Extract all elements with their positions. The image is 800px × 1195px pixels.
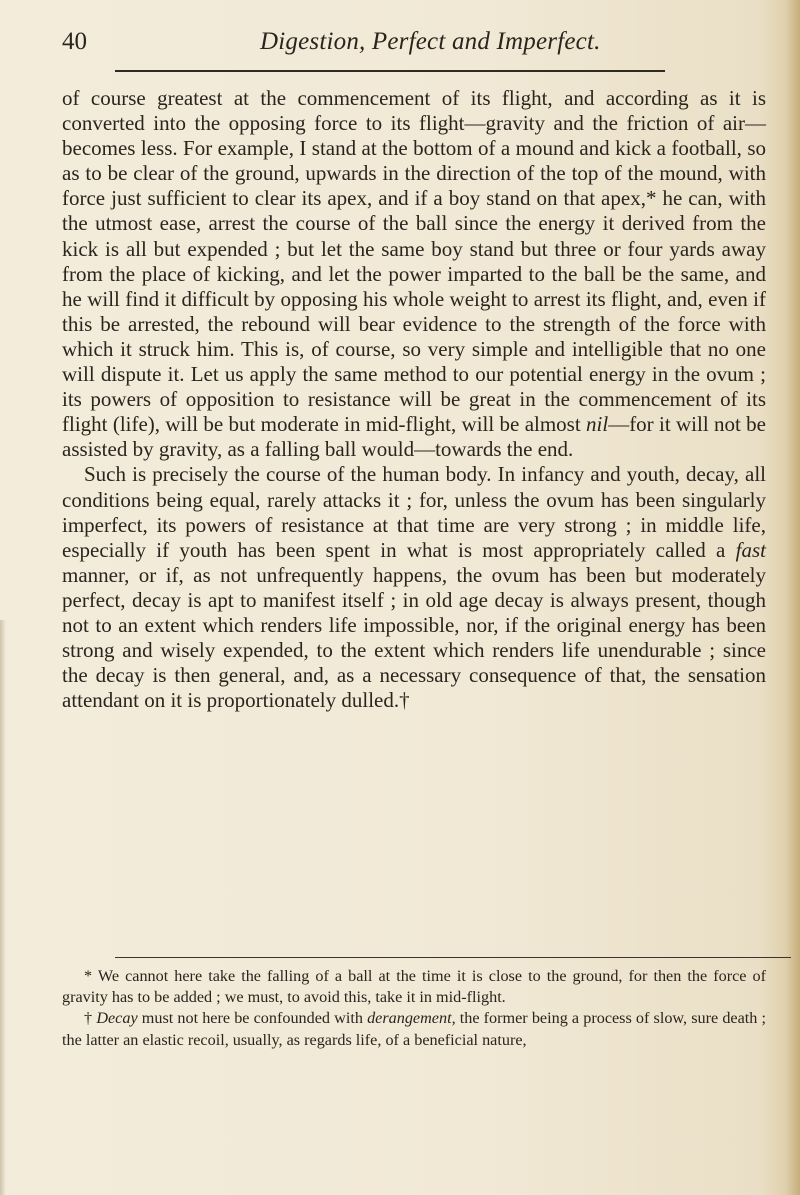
paragraph-2-text-a: Such is precisely the course of the human body. In infancy and youth, decay, all conditions being equal, rarely attacks it ; for, unless the ovum has been singularly imperfect, its powers of resistance at that time are very strong ; in middle life, especially if youth has been spent in what is most appropriately called a bbox=[62, 462, 766, 562]
footnote-2-italic-derangement: derangement, bbox=[367, 1009, 456, 1028]
binding-shadow bbox=[0, 620, 6, 1195]
page-header bbox=[62, 22, 766, 56]
paragraph-1-italic-nil: nil bbox=[586, 412, 609, 437]
footnotes bbox=[62, 966, 766, 1051]
footnote-2-dagger: † bbox=[84, 1009, 97, 1028]
footnote-1: * We cannot here take the falling of a ball at the time it is close to the ground, for then the force of gravity has to be added ; we must, to avoid this, take it in mid-flight. bbox=[62, 967, 766, 1007]
footnote-2 bbox=[62, 1008, 766, 1050]
paragraph-1 bbox=[62, 86, 766, 462]
paragraph-2-text-b: manner, or if, as not unfrequently happens, the ovum has been but moderately perfect, decay is apt to manifest itself ; in old age decay is always present, though not to an extent which renders life impossible, nor, if the original energy has been strong and wisely expended, to the extent which renders life unendurable ; since the decay is then general, and, as a necessary consequence of that, the sensation attendant on it is proportionately dulled.† bbox=[62, 562, 766, 713]
page-number: 40 bbox=[62, 28, 87, 55]
footnote-2-text-b: the former being a process of slow, sure death ; the latter an elastic recoil, usually, as regards life, of a beneficial nature, bbox=[62, 1009, 767, 1049]
page-edge-shadow bbox=[786, 0, 800, 1195]
footnote-2-italic-decay: Decay bbox=[96, 1009, 138, 1028]
body-text bbox=[62, 86, 766, 713]
paragraph-1-text-a: of course greatest at the commencement of its flight, and according as it is converted into the opposing force to its flight—gravity and the friction of air—becomes less. For example, I stand at the bottom of a mound and kick a football, so as to be clear of the ground, upwards in the direction of the top of the mound, with force just sufficient to clear its apex, and if a boy stand on that apex,* he can, with the utmost ease, arrest the course of the ball since the energy it derived from the kick is all but expended ; but let the same boy stand but three or four yards away from the place of kicking, and let the power imparted to the ball be the same, and he will find it difficult by opposing his whole weight to arrest its flight, and, even if this be arrested, the rebound will bear evidence to the strength of the force with which it struck him. This is, of course, so very simple and intelligible that no one will dispute it. Let us apply the same method to our potential energy in the ovum ; its powers of opposition to resistance will be great in the commencement of its flight (life), will be but moderate in mid-flight, will be almost bbox=[62, 86, 766, 437]
footnote-rule bbox=[115, 957, 791, 958]
header-rule bbox=[115, 70, 665, 72]
paragraph-2 bbox=[62, 462, 766, 713]
footnote-2-text-a: must not here be confounded with bbox=[137, 1009, 368, 1028]
paragraph-2-italic-fast: fast bbox=[735, 537, 766, 562]
paragraph-1-text-b: —for it will not be assisted by gravity, as a falling ball would—towards the end. bbox=[62, 412, 766, 462]
running-title: Digestion, Perfect and Imperfect. bbox=[260, 28, 601, 55]
